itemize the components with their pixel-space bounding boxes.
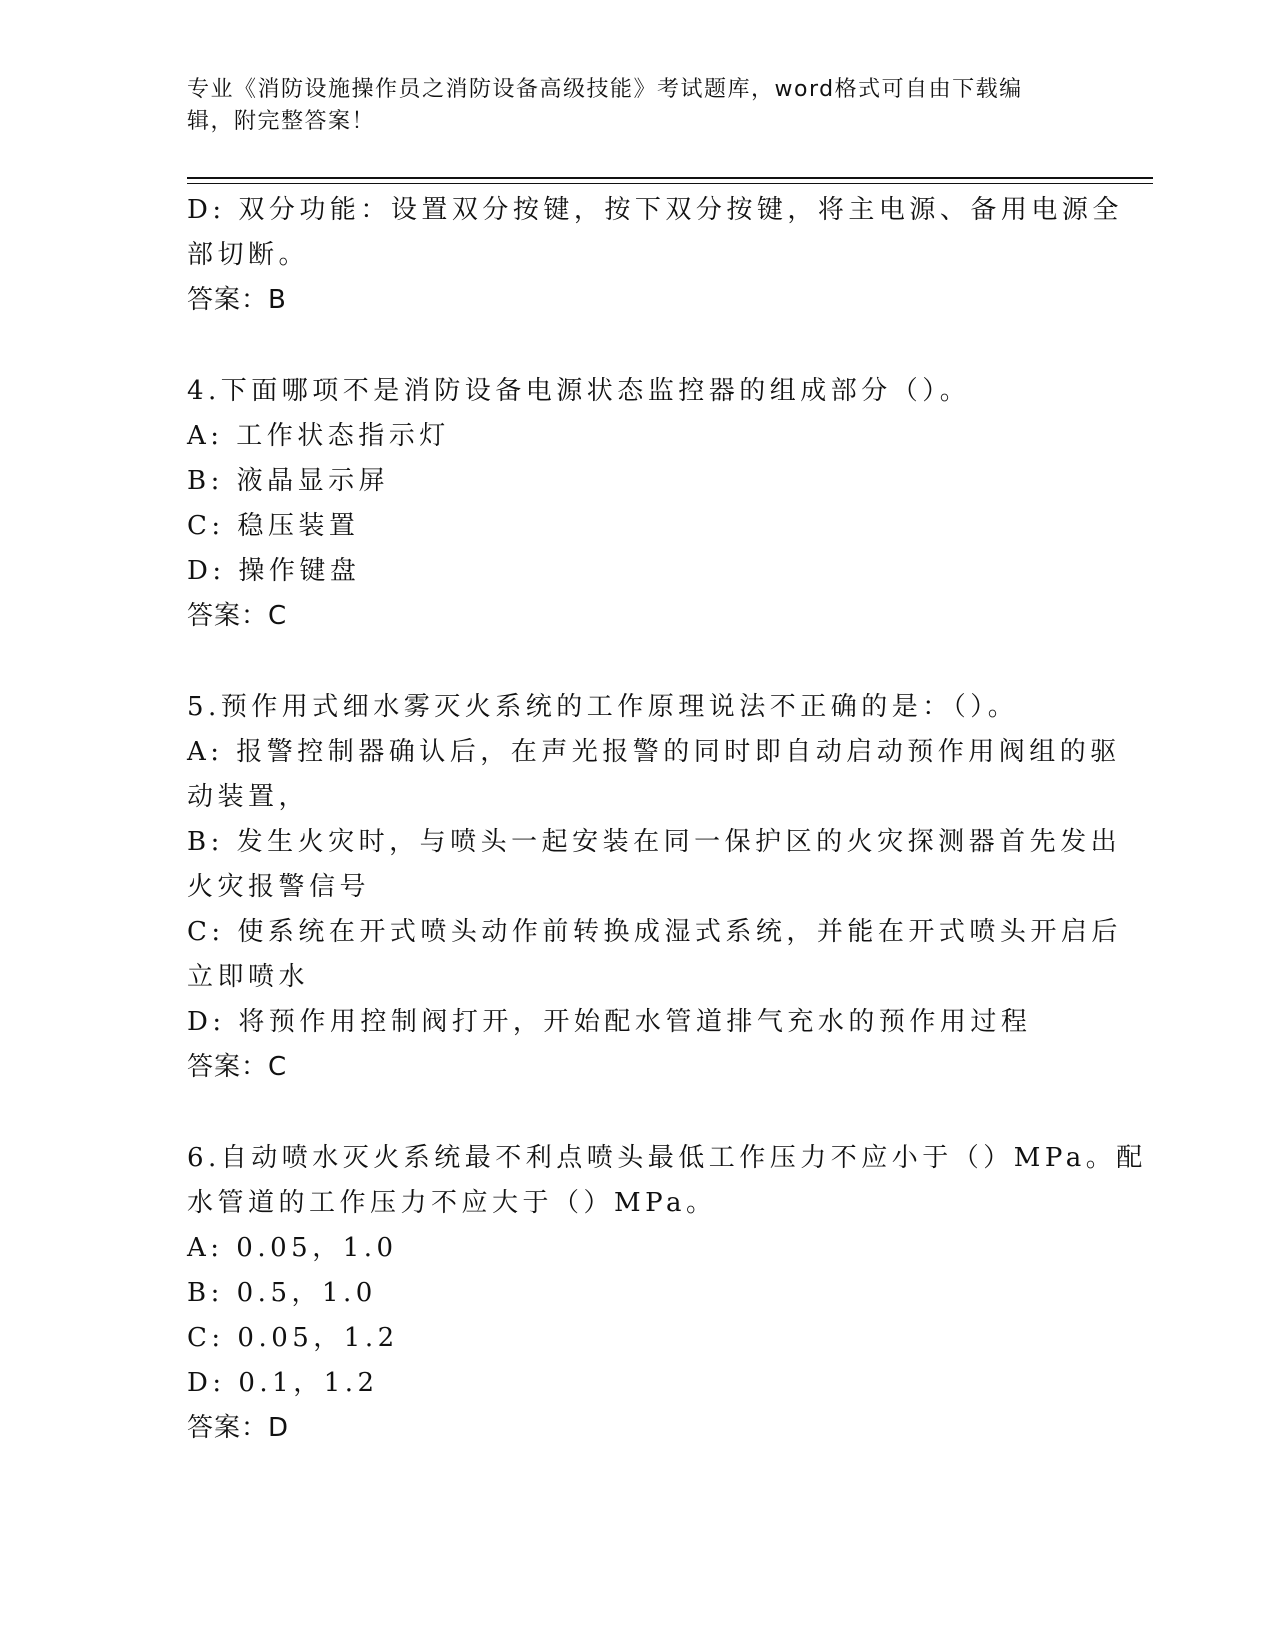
section-gap (187, 639, 1087, 685)
question-stem: 4.下面哪项不是消防设备电源状态监控器的组成部分（）。 (187, 376, 971, 406)
question-5 (187, 685, 1122, 1090)
section-gap (187, 323, 1087, 369)
header-line-2: 辑，附完整答案！ (187, 109, 376, 134)
answer-line: 答案：C (187, 601, 288, 631)
option-c: C: 稳压装置 (187, 511, 360, 541)
option-b: B: 0.5，1.0 (187, 1278, 377, 1308)
option-c-continuation: 立即喷水 (187, 962, 310, 992)
question-stem-continuation: 水管道的工作压力不应大于（）MPa。 (187, 1188, 717, 1218)
answer-line: 答案：D (187, 1413, 290, 1443)
option-a: A: 工作状态指示灯 (187, 421, 450, 451)
header-rule-thin (187, 183, 1153, 184)
option-c: C: 0.05，1.2 (187, 1323, 399, 1353)
question-stem: 5.预作用式细水雾灭火系统的工作原理说法不正确的是：（）。 (187, 692, 1019, 722)
answer-line: 答案：B (187, 285, 287, 315)
prev-question-block (187, 188, 1123, 323)
option-d-continuation: 部切断。 (187, 240, 310, 270)
question-content (187, 188, 1147, 1451)
option-d: D: 0.1，1.2 (187, 1368, 379, 1398)
option-a: A: 报警控制器确认后，在声光报警的同时即自动启动预作用阀组的驱 (187, 737, 1121, 767)
option-d: D: 双分功能：设置双分按键，按下双分按键，将主电源、备用电源全 (187, 195, 1123, 225)
answer-line: 答案：C (187, 1052, 288, 1082)
option-b: B: 液晶显示屏 (187, 466, 390, 496)
option-c: C: 使系统在开式喷头动作前转换成湿式系统，并能在开式喷头开启后 (187, 917, 1122, 947)
option-b-continuation: 火灾报警信号 (187, 872, 371, 902)
option-b: B: 发生火灾时，与喷头一起安装在同一保护区的火灾探测器首先发出 (187, 827, 1122, 857)
section-gap (187, 1090, 1087, 1136)
option-d: D: 将预作用控制阀打开，开始配水管道排气充水的预作用过程 (187, 1007, 1032, 1037)
question-4 (187, 369, 1087, 639)
header-line-1: 专业《消防设施操作员之消防设备高级技能》考试题库，word格式可自由下载编 (187, 77, 1023, 102)
header-rule-thick (187, 177, 1153, 179)
option-a: A: 0.05，1.0 (187, 1233, 398, 1263)
question-6 (187, 1136, 1147, 1451)
option-a-continuation: 动装置， (187, 782, 310, 812)
document-header (187, 74, 1067, 138)
question-stem: 6.自动喷水灭火系统最不利点喷头最低工作压力不应小于（）MPa。配 (187, 1143, 1147, 1173)
option-d: D: 操作键盘 (187, 556, 361, 586)
